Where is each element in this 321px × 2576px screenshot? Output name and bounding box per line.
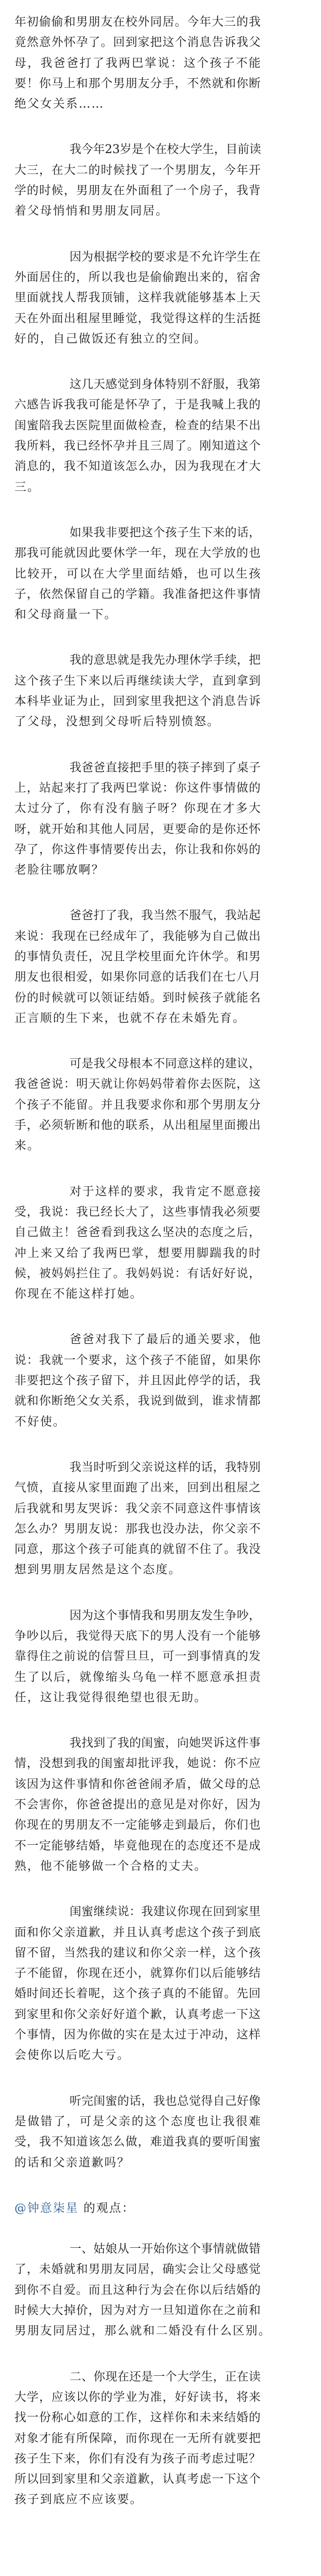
text-line: 不一定能够结婚，毕竟他现在的态度还不是成 [14,1839,261,1853]
text-line: 我当时听到父亲说这样的话，我特别 [70,1460,261,1474]
paragraph [14,1458,261,1581]
text-line: 受，我不知道该怎么做，难道我真的要听闺蜜 [14,2135,261,2149]
opinion-section [14,2239,272,2511]
text-line: 我所料，我已经怀孕并且三周了。刚知道这个 [14,440,261,453]
paragraph [14,650,261,732]
text-line: 婚时间还长着呢，这个孩子真的不能留。先回 [14,1987,261,2001]
paragraph [14,1902,261,2066]
text-line: 自己做主！爸爸看到我这么坚决的态度之后， [14,1226,261,1240]
text-line: 爸爸打了我，我当然不服气，我站起 [70,909,261,923]
text-line: 手，必须斩断和他的联系，从出租屋里面搬出 [14,1119,261,1133]
text-line: 气愤，直接从家里面跑了出来，回到出租屋之 [14,1481,261,1495]
paragraph [14,375,261,498]
text-line: 三。 [14,480,41,494]
text-line: 留不留，当然我的建议和你父亲一样，这个孩 [14,1946,261,1960]
paragraph [14,1733,261,1877]
text-line: 六感告诉我我可能是怀孕了，于是我喊上我的 [14,398,261,412]
text-line: 好的，自己做饭还有独立的空间。 [14,332,208,346]
text-line: 个孩子不能留。并且我要求你和那个男朋友分 [14,1098,261,1112]
text-line: 的话和父亲道歉吗？ [14,2156,131,2170]
paragraph [14,1054,261,1156]
paragraph [14,523,261,625]
text-line: 面和你父亲道歉，并且认真考虑这个孩子到底 [14,1926,261,1939]
text-line: 怎么办？男朋友说：那我也没办法，你父亲不 [14,1522,261,1536]
paragraph [14,1182,261,1305]
text-line: 受，我说：我已经长大了，这些事情我必须要 [14,1205,261,1219]
text-line: 孩子生下来，你们有没有为孩子而考虑过呢？ [14,2452,261,2466]
text-line: 到家里和你父亲好好道个歉，认真考虑一下这 [14,2007,261,2021]
text-line: 外面居住的，所以我也是偷偷跑出来的，宿舍 [14,270,261,284]
text-line: 对象才能有所保障，而你现在一无所有就要把 [14,2431,261,2445]
text-line: 这几天感觉到身体特别不舒服，我第 [70,378,261,392]
text-line: 二、你现在还是一个大学生，正在读 [70,2370,261,2384]
text-line: 闺蜜继续说：我建议你现在回到家里 [70,1905,261,1919]
text-line: 我爸爸直接把手里的筷子摔到了桌子 [70,761,261,775]
text-line: 同意，那这个孩子可能真的就留不住了。我没 [14,1543,261,1557]
text-line: 大学，应该以你的学业为准，好好读书，将来 [14,2390,261,2404]
text-line: 孩子到底应不应该要。 [14,2493,143,2507]
text-line: 我的意思就是我先办理休学手续，把 [70,654,261,668]
text-line: 我今年23岁是个在校大学生，目前读 [70,143,261,157]
text-line: 朋友也很相爱，如果你同意的话我们在七八月 [14,971,261,984]
paragraph [14,758,261,881]
paragraph [14,247,261,350]
text-line: 闺蜜陪我去医院里面做检查，检查的结果不出 [14,419,261,433]
text-line: 老脸往哪放啊？ [14,863,105,877]
text-line: 来。 [14,1139,41,1153]
text-line: 候，被妈妈拦住了。我妈妈说：有话好好说， [14,1267,261,1281]
text-line: 非要把这个孩子留下，并且因此停学的话，我 [14,1374,261,1388]
text-line: 就和你断绝父女关系，我说到做到，谁求情都 [14,1395,261,1408]
text-line: 子不能留，你现在还小，就算你们以后能够结 [14,1967,261,1981]
text-line: 竟然意外怀孕了。回到家把这个消息告诉我父 [14,36,261,50]
text-line: 是做错了，可是父亲的这个态度也让我很难 [14,2115,261,2128]
text-line: 那我可能就因此要休学一年，现在大学放的也 [14,547,261,560]
opinion-header [14,2199,261,2219]
text-line: 听完闺蜜的话，我也总觉得自己好像 [70,2094,261,2108]
text-line: 熟，他不能够做一个合格的丈夫。 [14,1859,208,1873]
text-line: 天在外面出租屋里睡觉，我觉得这样的生活挺 [14,312,261,325]
paragraph [14,2092,261,2173]
text-line: 争吵以后，我觉得天底下的男人没有一个能够 [14,1630,261,1643]
text-line: 我找到了我的闺蜜，向她哭诉这件事 [70,1737,261,1751]
text-line: 和父母商量一下。 [14,608,118,622]
text-line: 情，没想到我的闺蜜却批评我，她说：你不应 [14,1757,261,1771]
text-line: 生了以后，就像缩头乌龟一样不愿意承担责 [14,1670,261,1684]
text-line: 爸爸对我下了最后的通关要求，他 [70,1333,261,1347]
text-line: 来说：我现在已经成年了，我能够为自己做出 [14,929,261,943]
text-line: 后我就和男友哭诉：我父亲不同意这件事情该 [14,1502,261,1516]
text-line: 会使你以后吃大亏。 [14,2049,131,2063]
text-line: 这个孩子生下来以后再继续读大学，直到拿到 [14,674,261,688]
text-line: 我爸爸说：明天就让你妈妈带着你去医院，这 [14,1078,261,1092]
text-line: 因为根据学校的要求是不允许学生在 [70,250,261,264]
text-line: 靠得住之前说的信誓旦旦，可一到事情真的发 [14,1650,261,1664]
text-line: 子，依然保留自己的学籍。我准备把这件事情 [14,587,261,601]
text-line: 绝父女关系…… [14,97,105,111]
text-line: 因为这个事情我和男朋友发生争吵， [70,1609,261,1623]
text-line: 大三，在大二的时候找了一个男朋友，今年开 [14,163,261,177]
text-line: 一、姑娘从一开始你这个事情就做错 [70,2242,261,2256]
text-line: 冲上来又给了我两巴掌，想要用脚踹我的时 [14,1246,261,1260]
paragraph [14,1330,261,1432]
text-line: 的事情负责任，况且学校里面允许休学。和男 [14,950,261,964]
text-line: 年初偷偷和男朋友在校外同居。今年大三的我 [14,16,261,29]
text-line: 你现在的男朋友不一定能够走到最后，你们也 [14,1819,261,1832]
text-line: 要！你马上和那个男朋友分手，不然就和你断 [14,77,261,90]
text-line: 呀，就开始和其他人同居，更要命的是你还怀 [14,822,261,836]
text-line: 不会害你，你爸爸提出的意见是对你好，因为 [14,1798,261,1812]
paragraph [14,906,261,1029]
text-line: 份的时候就可以领证结婚。到时候孩子就能名 [14,991,261,1005]
text-line: 任，这让我觉得很绝望也很无助。 [14,1691,208,1704]
paragraph [14,2239,272,2342]
text-line: 了父母，没想到父母听后特别愤怒。 [14,715,220,729]
text-line: 对于这样的要求，我肯定不愿意接 [70,1185,261,1199]
text-line: 说：我就一个要求，这个孩子不能留，如果你 [14,1353,261,1367]
opinion-label: 的观点： [79,2201,135,2215]
text-line: 该因为这件事情和你爸爸闹矛盾，做父母的总 [14,1777,261,1791]
text-line: 到你不自爱。而且这种行为会在你以后结婚的 [14,2283,261,2297]
paragraph [14,2367,261,2511]
text-line: 比较开，可以在大学里面结婚，也可以生孩 [14,567,261,581]
text-line: 不好使。 [14,1415,66,1429]
text-line: 里面就找人帮我顶铺，这样我就能够基本上天 [14,291,261,305]
text-line: 如果我非要把这个孩子生下来的话， [70,526,261,540]
paragraph [14,12,261,115]
text-line: 母，我爸爸打了我两巴掌说：这个孩子不能 [14,56,261,70]
text-line: 着父母悄悄和男朋友同居。 [14,204,169,218]
text-line: 本科毕业证为止，回到家里我把这个消息告诉 [14,695,261,709]
text-line: 消息的，我不知道该怎么办，因为我现在才大 [14,460,261,474]
text-line: 男朋友同居过，那么就和二婚没有什么区别。 [14,2324,272,2338]
text-line: 上，站起来打了我两巴掌说：你这件事情做的 [14,781,261,795]
paragraph [14,140,261,222]
user-mention-link[interactable]: @钟意柒星 [14,2201,79,2215]
story-section [14,12,261,2173]
text-line: 太过分了，你有没有脑子呀？你现在才多大 [14,802,261,816]
text-line: 孕了，你这件事情要传出去，你让我和你妈的 [14,843,261,857]
text-line: 正言顺的生下来，也就不存在未婚先育。 [14,1011,246,1025]
text-line: 学的时候，男朋友在外面租了一个房子，我背 [14,184,261,198]
text-line: 了，未婚就和男朋友同居，确实会让父母感觉 [14,2263,261,2277]
text-line: 时候大大掉价，因为对方一旦知道你在之前和 [14,2304,261,2318]
text-line: 找一份称心如意的工作，这样你和未来结婚的 [14,2411,261,2425]
text-line: 可是我父母根本不同意这样的建议， [70,1057,261,1071]
article-body [14,12,272,2536]
text-line: 个事情，因为你做的实在是太过于冲动，这样 [14,2028,261,2042]
text-line: 想到男朋友居然是这个态度。 [14,1563,182,1577]
text-line: 你现在不能这样打她。 [14,1287,143,1301]
paragraph [14,1606,261,1708]
text-line: 所以回到家里和父亲道歉，认真考虑一下这个 [14,2473,261,2487]
